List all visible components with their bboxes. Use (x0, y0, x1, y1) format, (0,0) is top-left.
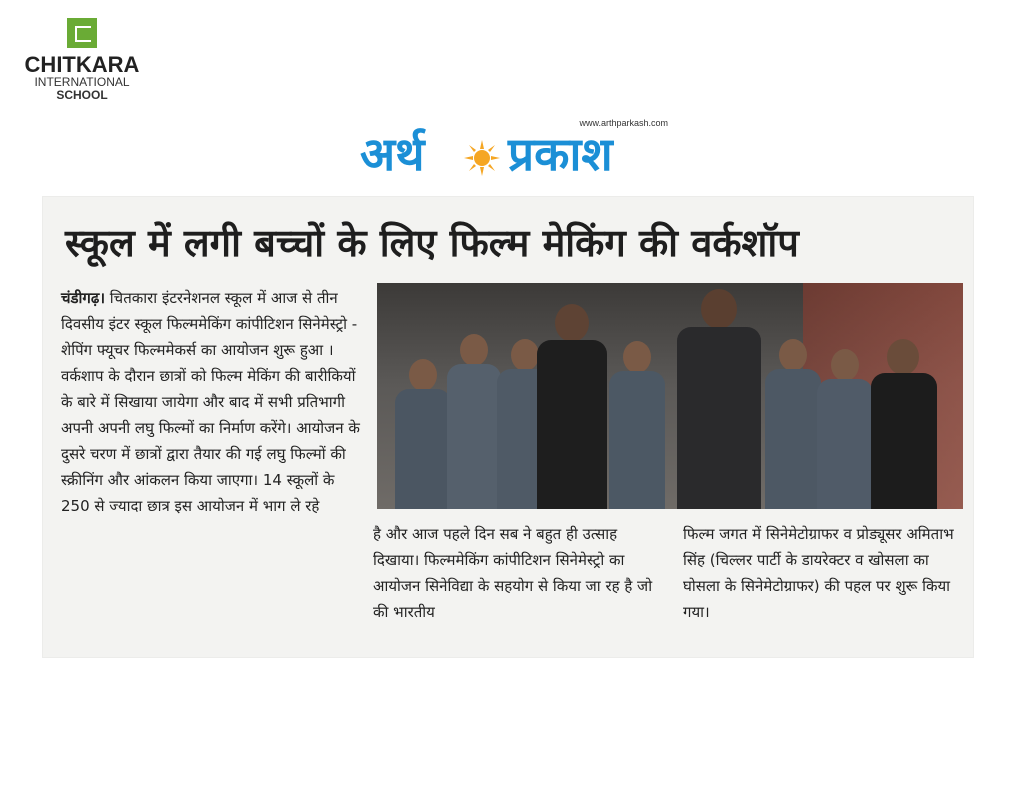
masthead-url: www.arthparkash.com (579, 118, 668, 128)
photo-student (447, 334, 501, 509)
photo-student (765, 339, 821, 509)
logo-name: CHITKARA (24, 52, 140, 77)
newspaper-masthead (360, 118, 680, 188)
photo-student (817, 349, 873, 509)
photo-student (395, 359, 451, 509)
article-column-1-text: चितकारा इंटरनेशनल स्कूल में आज से तीन दिवसीय इंटर स्कूल फिल्ममेकिंग कांपीटिशन सिनेमेस्ट्रो - शेपिंग फ्यूचर फिल्ममेकर्स का आयोजन शुरू हुआ । वर्कशाप के दौरान छात्रों को फिल्म मेकिंग की बारीकियों के बारे में सिखाया जायेगा और बाद में सभी प्रतिभागी अपनी अपनी लघु फिल्मों का निर्माण करेंगे। आयोजन के दुसरे चरण में छात्रों द्वारा तैयार की गई लघु फिल्मों की स्क्रीनिंग और आंकलन किया जाएगा। 14 स्कूलों के 250 से ज्यादा छात्र इस आयोजन में भाग ले रहे (61, 289, 360, 515)
photo-instructor (871, 339, 937, 509)
article-column-2: है और आज पहले दिन सब ने बहुत ही उत्साह दिखाया। फिल्ममेकिंग कांपीटिशन सिनेमेस्ट्रो का आयोजन सिनेविद्या के सहयोग से किया जा रह है जो की भारतीय (373, 525, 653, 621)
article-column-3: फिल्म जगत में सिनेमेटोग्राफर व प्रोड्यूसर अमिताभ सिंह (चिल्लर पार्टी के डायरेक्टर व खोसला का घोसला के सिनेमेटोग्राफर) की पहल पर शुरू किया गया। (683, 525, 954, 621)
article-photo (377, 283, 963, 509)
logo-subtitle-school: SCHOOL (56, 88, 108, 102)
photo-student (609, 341, 665, 509)
newspaper-clipping (42, 196, 974, 658)
sun-icon (464, 140, 500, 176)
masthead-word-prakash: प्रकाश (508, 127, 613, 181)
photo-instructor (677, 289, 761, 509)
article-dateline: चंडीगढ़। (61, 289, 106, 307)
logo-subtitle-international: INTERNATIONAL (34, 75, 130, 89)
photo-instructor (537, 304, 607, 509)
masthead-word-arth: अर्थ (360, 127, 425, 181)
article-headline: स्कूल में लगी बच्चों के लिए फिल्म मेकिंग की वर्कशॉप (65, 221, 799, 265)
school-logo (22, 18, 142, 102)
chitkara-logo-icon (67, 18, 97, 48)
article-column-1 (61, 285, 361, 519)
